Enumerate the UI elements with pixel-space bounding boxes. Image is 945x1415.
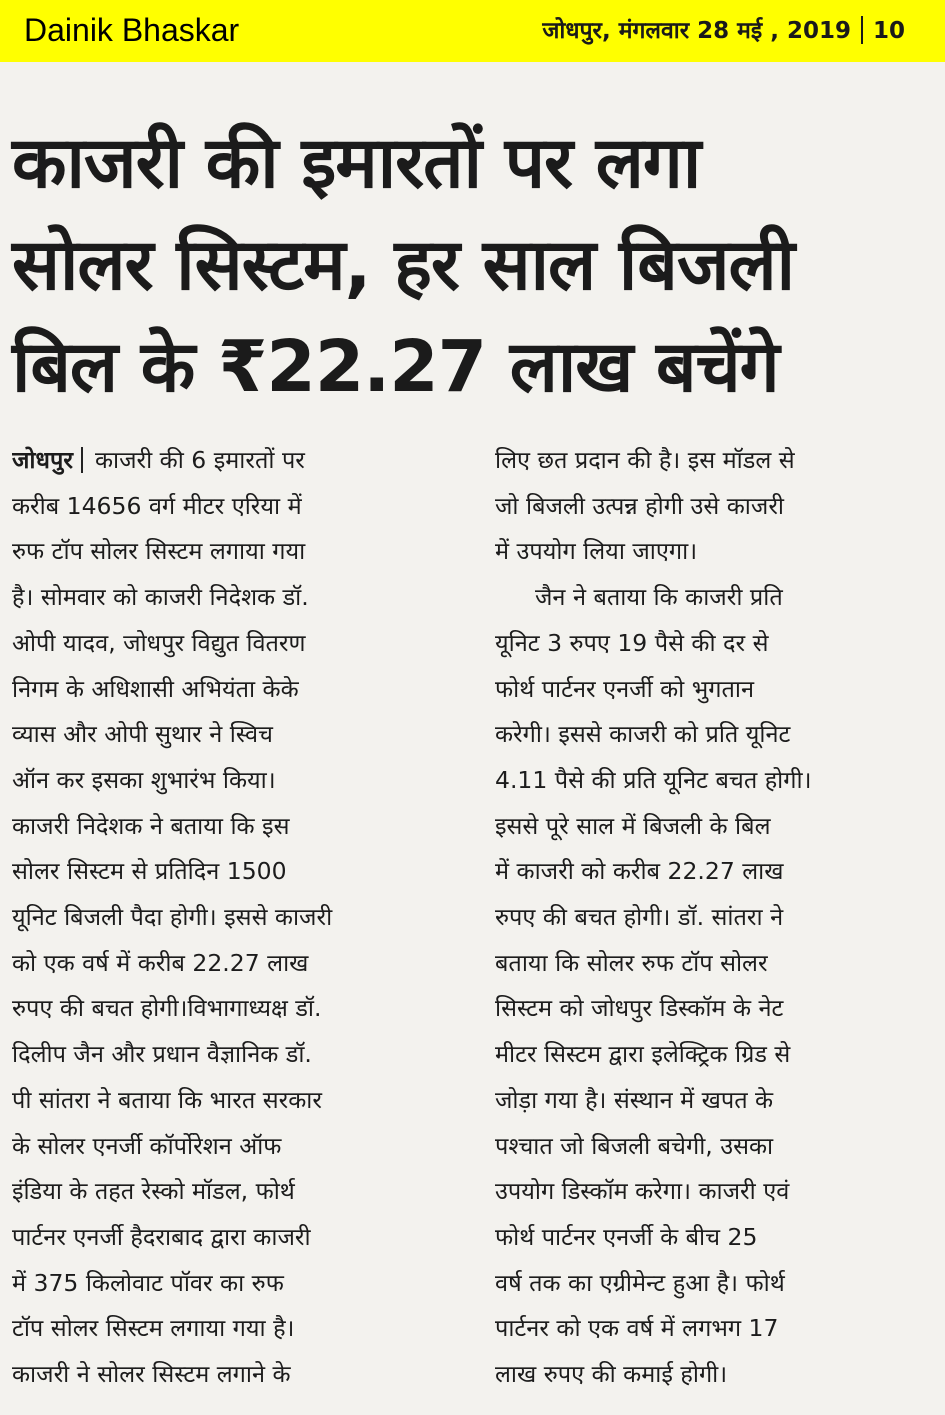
article-line: में 375 किलोवाट पॉवर का रुफ [12,1268,284,1297]
article-line: जोड़ा गया है। संस्थान में खपत के [495,1085,774,1114]
brand-name: Dainik Bhaskar [24,12,240,48]
headline-line: काजरी की इमारतों पर लगा [12,121,701,204]
article-line: लिए छत प्रदान की है। इस मॉडल से [495,446,795,474]
issue-date-text: जोधपुर, मंगलवार 28 मई , 2019 [542,18,851,44]
headline [12,112,932,418]
article-line: रुपए की बचत होगी।विभागाध्यक्ष डॉ. [12,994,322,1023]
article-line: यूनिट 3 रुपए 19 पैसे की दर से [495,628,769,657]
dateline-divider [81,447,83,473]
article-line: फोर्थ पार्टनर एनर्जी के बीच 25 [495,1222,758,1251]
headline-line: बिल के ₹22.27 लाख बचेंगे [12,325,779,408]
issue-date [542,14,905,48]
article-line-text: काजरी की 6 इमारतों पर [94,446,305,474]
article-line: काजरी ने सोलर सिस्टम लगाने के [12,1360,291,1389]
article-line: सिस्टम को जोधपुर डिस्कॉम के नेट [495,994,784,1023]
article-line: इससे पूरे साल में बिजली के बिल [495,811,771,840]
article-column-left [12,438,460,1398]
article-line: यूनिट बिजली पैदा होगी। इससे काजरी [12,903,333,932]
article-line: पार्टनर को एक वर्ष में लगभग 17 [495,1314,779,1343]
article-line: पार्टनर एनर्जी हैदराबाद द्वारा काजरी [12,1222,311,1251]
article-line: काजरी निदेशक ने बताया कि इस [12,811,290,840]
article-line: वर्ष तक का एग्रीमेन्ट हुआ है। फोर्थ [495,1268,785,1297]
article-line: जो बिजली उत्पन्न होगी उसे काजरी [495,491,785,520]
article-line: व्यास और ओपी सुथार ने स्विच [12,720,273,749]
article-line: पी सांतरा ने बताया कि भारत सरकार [12,1085,322,1114]
article-line: जैन ने बताया कि काजरी प्रति [535,583,783,612]
article-line: उपयोग डिस्कॉम करेगा। काजरी एवं [495,1177,790,1206]
article-line: सोलर सिस्टम से प्रतिदिन 1500 [12,857,287,886]
article-line: में उपयोग लिया जाएगा। [495,537,698,566]
article-line: रुपए की बचत होगी। डॉ. सांतरा ने [495,903,784,932]
page-number: 10 [872,18,905,44]
article-line: रुफ टॉप सोलर सिस्टम लगाया गया [12,537,306,566]
article-line: निगम के अधिशासी अभियंता केके [12,674,299,703]
article-line: इंडिया के तहत रेस्को मॉडल, फोर्थ [12,1177,295,1206]
article-line: टॉप सोलर सिस्टम लगाया गया है। [12,1314,295,1343]
article-line: ऑन कर इसका शुभारंभ किया। [12,765,276,794]
article-line: ओपी यादव, जोधपुर विद्युत वितरण [12,628,306,657]
article-line: पश्चात जो बिजली बचेगी, उसका [495,1131,774,1160]
article-line: दिलीप जैन और प्रधान वैज्ञानिक डॉ. [12,1040,312,1069]
article-line: लाख रुपए की कमाई होगी। [495,1360,728,1389]
article-line: 4.11 पैसे की प्रति यूनिट बचत होगी। [495,765,812,794]
article-line: मीटर सिस्टम द्वारा इलेक्ट्रिक ग्रिड से [495,1040,791,1069]
article-line: करेगी। इससे काजरी को प्रति यूनिट [495,720,791,749]
masthead [0,0,945,62]
headline-line: सोलर सिस्टम, हर साल बिजली [12,223,795,306]
article-line: है। सोमवार को काजरी निदेशक डॉ. [12,583,309,612]
article-line: के सोलर एनर्जी कॉर्पोरेशन ऑफ [12,1131,282,1160]
article-line: को एक वर्ष में करीब 22.27 लाख [12,948,309,977]
article-line: में काजरी को करीब 22.27 लाख [495,857,784,886]
article-line: करीब 14656 वर्ग मीटर एरिया में [12,491,302,520]
article-line: फोर्थ पार्टनर एनर्जी को भुगतान [495,674,755,703]
dateline: जोधपुर [12,446,73,474]
article-line [12,438,460,484]
article-column-right [495,438,930,1398]
divider [861,16,863,44]
article-line: बताया कि सोलर रुफ टॉप सोलर [495,948,768,977]
